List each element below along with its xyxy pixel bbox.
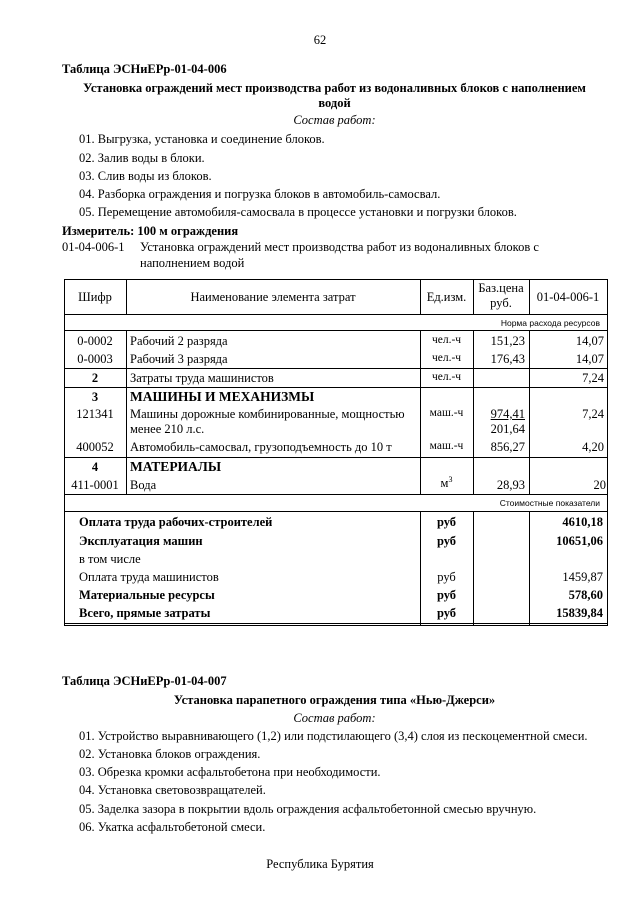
table1-step: 01. Выгрузка, установка и соединение блоков. [79, 132, 325, 146]
unit-superscript: 3 [448, 474, 453, 484]
row-unit [420, 476, 473, 491]
row-section-heading: МАШИНЫ И МЕХАНИЗМЫ [130, 389, 315, 404]
cost-unit: руб [436, 588, 457, 602]
cost-unit: руб [436, 606, 457, 620]
row-unit: маш.-ч [429, 407, 464, 419]
cost-unit: руб [437, 570, 456, 584]
table1-code-desc-line2: наполнением водой [140, 256, 245, 270]
cost-value: 578,60 [568, 588, 603, 602]
table2-step: 03. Обрезка кромки асфальтобетона при необходимости. [79, 765, 381, 779]
row-price: 28,93 [496, 478, 525, 492]
table1-heading-line2: водой [318, 96, 351, 110]
row-name: Вода [130, 478, 157, 492]
row-code: 0-0002 [77, 334, 113, 348]
table2-step: 05. Заделка зазора в покрытии вдоль ограждения асфальтобетонной смесью вручную. [79, 802, 537, 816]
header-price-line1: Баз.цена [478, 281, 524, 295]
table2-step: 02. Установка блоков ограждения. [79, 747, 261, 761]
table1-step: 04. Разборка ограждения и погрузка блоков в автомобиль-самосвал. [79, 187, 441, 201]
table1-heading-line1: Установка ограждений мест производства работ из водоналивных блоков с наполнением [83, 81, 586, 95]
row-price: 974,41 [490, 407, 525, 421]
row-name: Автомобиль-самосвал, грузоподъемность до 10 т [130, 440, 392, 454]
table2-step: 04. Установка световозвращателей. [79, 783, 266, 797]
row-unit: чел.-ч [431, 371, 462, 383]
row-code: 2 [91, 371, 99, 385]
row-code: 400052 [76, 440, 114, 454]
row-value: 14,07 [575, 352, 604, 366]
unit-base: м [440, 476, 449, 490]
header-price-line2: руб. [490, 296, 512, 310]
row-code: 121341 [76, 407, 114, 421]
row-unit: чел.-ч [431, 334, 462, 346]
row-unit: маш.-ч [429, 440, 464, 452]
cost-value: 4610,18 [562, 515, 603, 529]
table1-step: 02. Залив воды в блоки. [79, 151, 205, 165]
table1-meter: Измеритель: 100 м ограждения [62, 224, 239, 238]
header-col: 01-04-006-1 [536, 290, 600, 304]
header-shifr: Шифр [78, 290, 112, 304]
cost-value: 15839,84 [556, 606, 603, 620]
table2-sostav-label: Состав работ: [293, 711, 376, 725]
row-code: 3 [91, 390, 99, 404]
row-value: 14,07 [575, 334, 604, 348]
cost-value: 1459,87 [562, 570, 603, 584]
row-value: 20 [593, 478, 606, 492]
cost-label: в том числе [79, 552, 141, 566]
table1-step: 03. Слив воды из блоков. [79, 169, 212, 183]
header-name: Наименование элемента затрат [190, 290, 356, 304]
norma-label: Норма расхода ресурсов [500, 318, 600, 328]
page-number: 62 [313, 33, 327, 47]
table2-heading: Установка парапетного ограждения типа «Нью-Джерси» [173, 693, 496, 707]
table1-code-desc-line1: Установка ограждений мест производства работ из водоналивных блоков с [140, 240, 539, 254]
cost-unit: руб [436, 515, 457, 529]
cost-unit: руб [436, 534, 457, 548]
stoim-label: Стоимостные показатели [499, 498, 600, 508]
table1-sostav-label: Состав работ: [293, 113, 376, 127]
cost-label: Оплата труда рабочих-строителей [79, 515, 273, 529]
row-section-heading: МАТЕРИАЛЫ [130, 459, 222, 474]
cost-label: Эксплуатация машин [79, 534, 203, 548]
row-name-line1: Машины дорожные комбинированные, мощностью [130, 407, 405, 421]
cost-label: Материальные ресурсы [79, 588, 215, 602]
row-price: 856,27 [490, 440, 525, 454]
row-code: 4 [91, 460, 99, 474]
row-value: 4,20 [582, 440, 604, 454]
table1-step: 05. Перемещение автомобиля-самосвала в процессе установки и погрузки блоков. [79, 205, 517, 219]
table1-title: Таблица ЭСНиЕРр-01-04-006 [62, 62, 227, 76]
row-name: Рабочий 3 разряда [130, 352, 228, 366]
table1-code: 01-04-006-1 [62, 240, 125, 254]
cost-label: Всего, прямые затраты [79, 606, 211, 620]
row-name: Рабочий 2 разряда [130, 334, 228, 348]
page-footer: Республика Бурятия [266, 857, 374, 871]
row-price-secondary: 201,64 [490, 422, 525, 436]
cost-value: 10651,06 [556, 534, 603, 548]
table2-step: 01. Устройство выравнивающего (1,2) или подстилающего (3,4) слоя из пескоцементной смеси. [79, 729, 588, 743]
row-value: 7,24 [582, 371, 604, 385]
table2-step: 06. Укатка асфальтобетоной смеси. [79, 820, 266, 834]
row-name: Затраты труда машинистов [130, 371, 274, 385]
header-unit: Ед.изм. [426, 290, 467, 304]
row-code: 411-0001 [71, 478, 119, 492]
row-price: 151,23 [490, 334, 525, 348]
table2-title: Таблица ЭСНиЕРр-01-04-007 [62, 674, 227, 688]
row-code: 0-0003 [77, 352, 113, 366]
row-price: 176,43 [490, 352, 525, 366]
cost-label: Оплата труда машинистов [79, 570, 219, 584]
row-value: 7,24 [582, 407, 604, 421]
row-name-line2: менее 210 л.с. [130, 422, 205, 436]
row-unit: чел.-ч [431, 352, 462, 364]
